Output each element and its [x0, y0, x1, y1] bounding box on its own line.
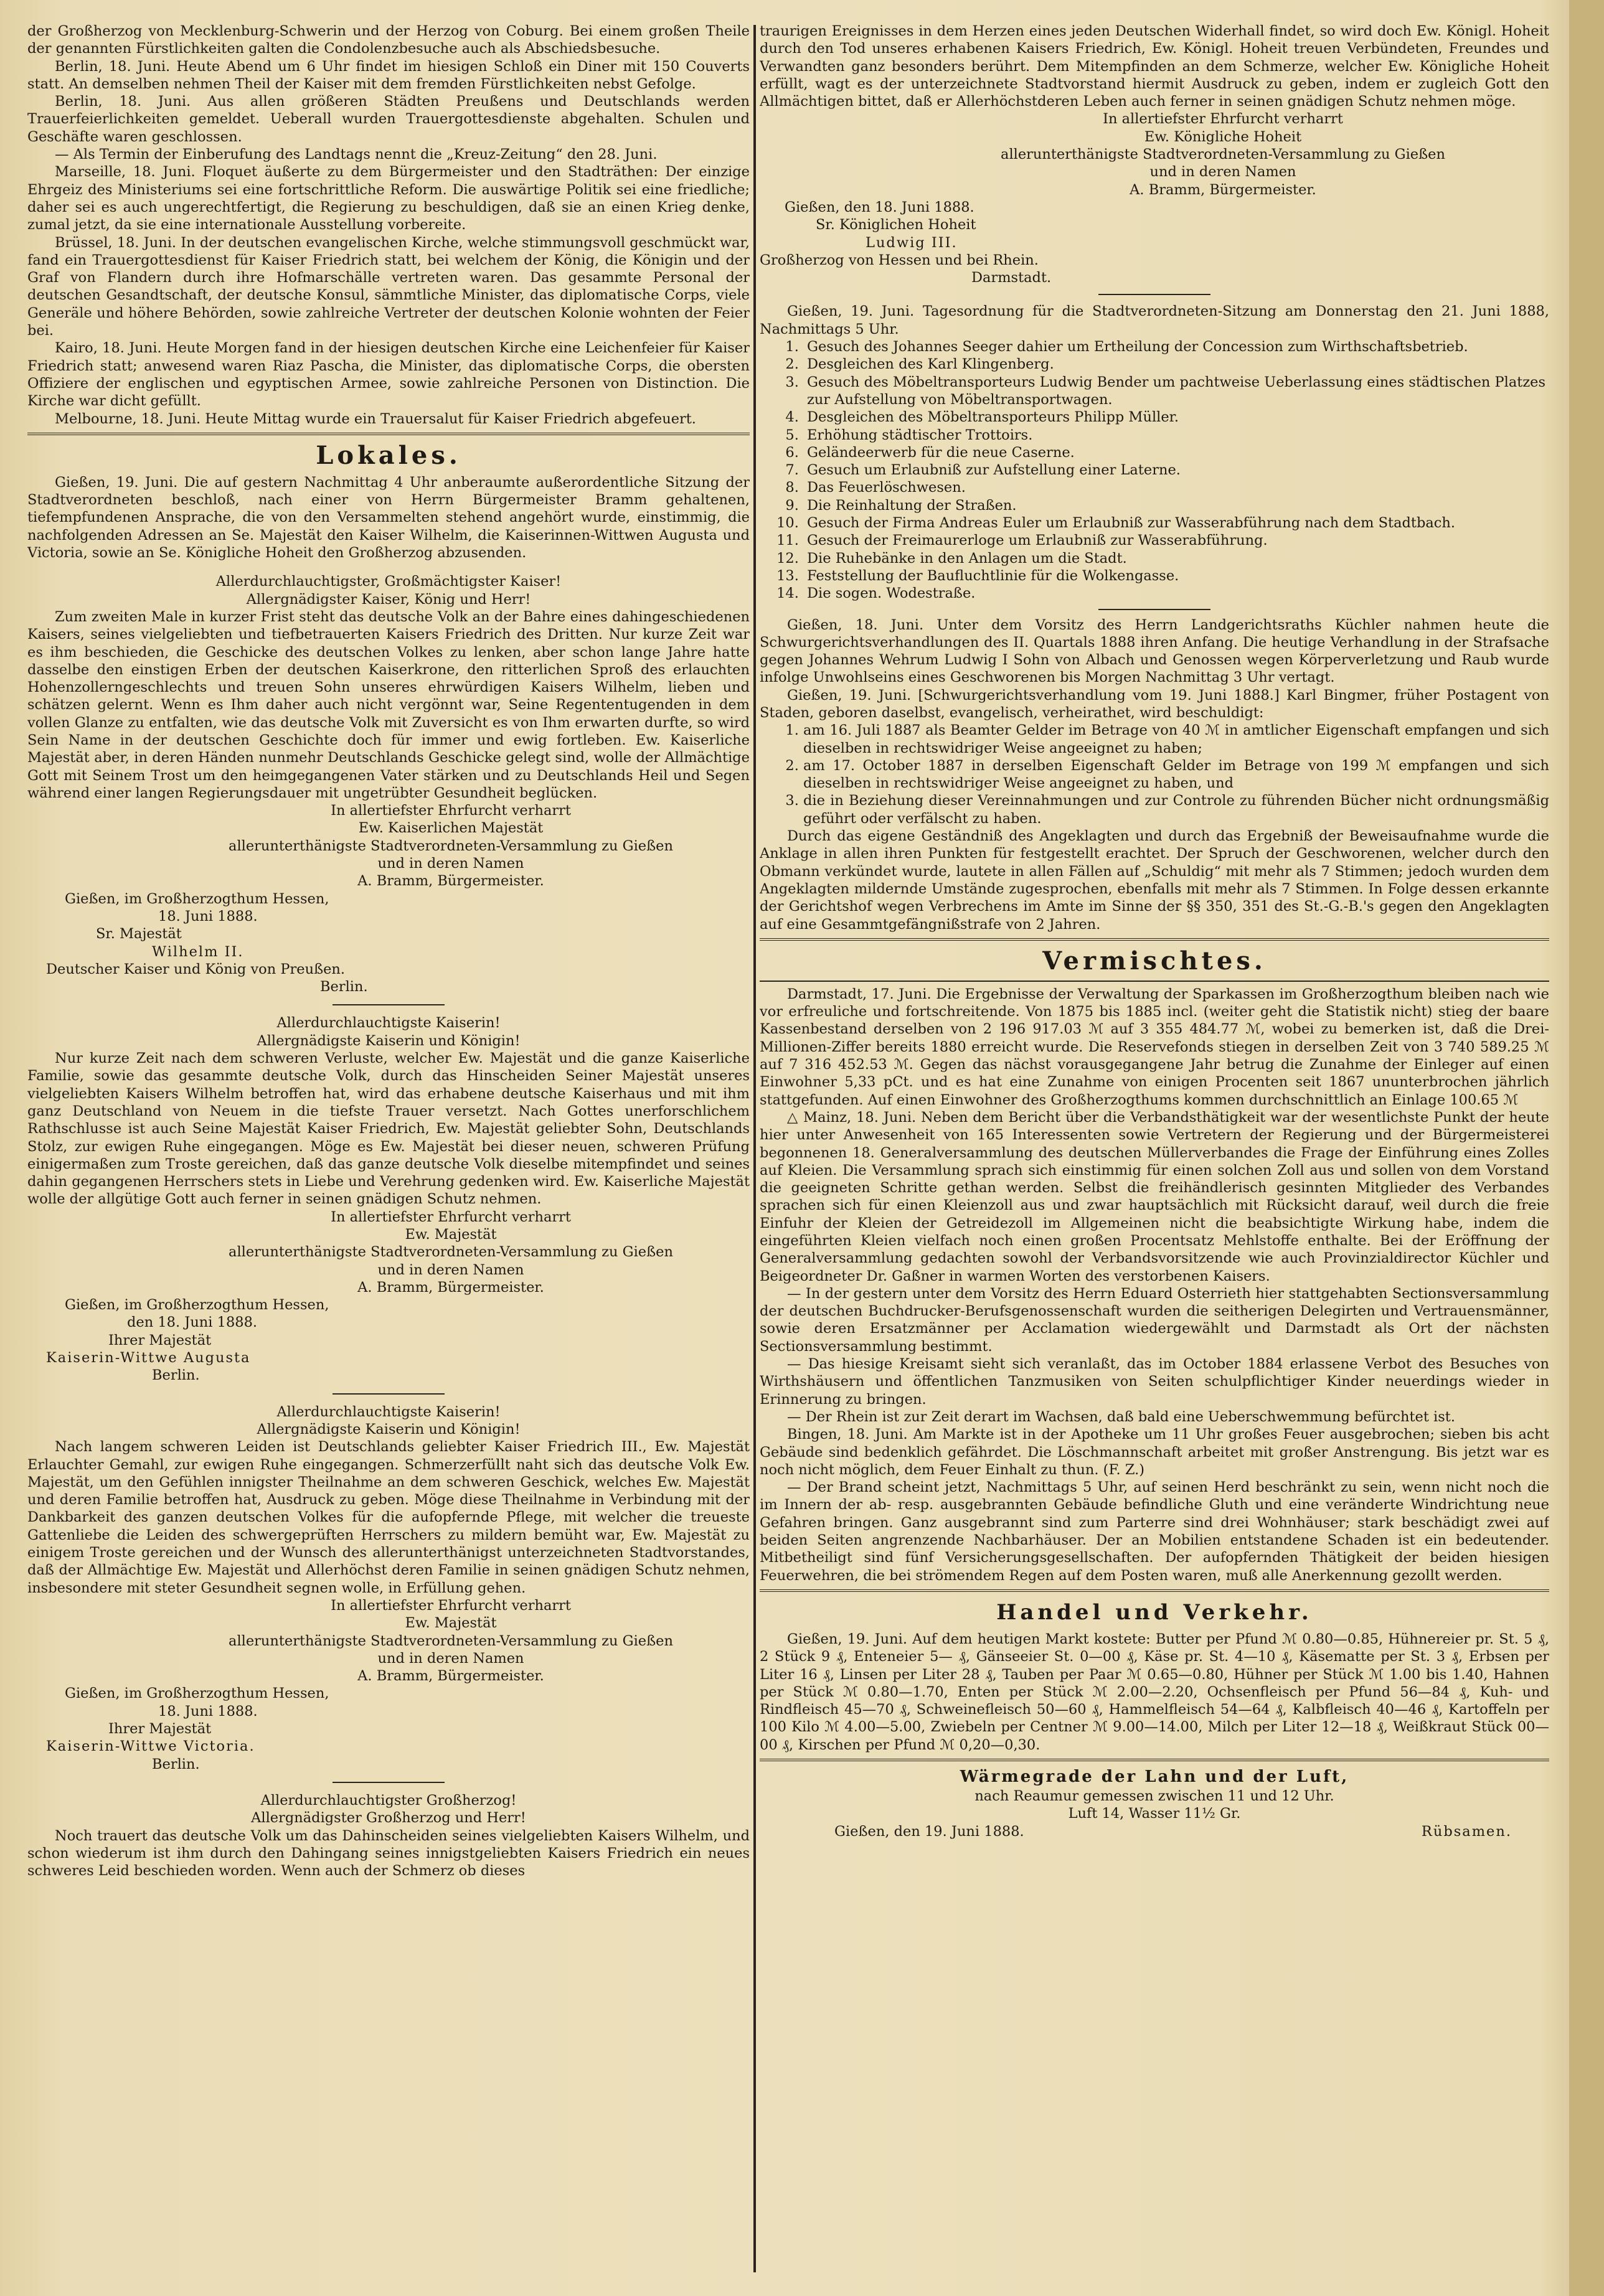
court-report-1: Gießen, 18. Juni. Unter dem Vorsitz des Herrn Landgerichtsraths Küchler nahmen heute die Schwurgerichtsverhandlungen des II. Quartals 1888 ihren Anfang. Die heutige Verhandlung in der Strafsache gegen Johannes Wehrum Ludwig I Sohn von Albach und Genossen wegen Körperverletzung und Raub wurde infolge Unwohlseins eines Geschworenen bis Morgen Nachmittag 3 Uhr vertagt.	[760, 616, 1549, 686]
agenda-item: 12. Die Ruhebänke in den Anlagen um die Stadt.	[803, 550, 1549, 567]
agenda-item: 10. Gesuch der Firma Andreas Euler um Erlaubniß zur Wasserabführung nach dem Stadtbach.	[803, 514, 1549, 532]
address4-salutation-1: Allerdurchlauchtigster Großherzog!	[260, 1792, 517, 1809]
agenda-item: 9. Die Reinhaltung der Straßen.	[803, 497, 1549, 514]
separator	[333, 1004, 445, 1005]
section-heading-lokales: Lokales.	[316, 440, 461, 470]
address3-addressee-3: Berlin.	[152, 1756, 200, 1772]
section-heading-handel: Handel und Verkehr.	[996, 1599, 1313, 1625]
agenda-item: 3. Gesuch des Möbeltransporteurs Ludwig Bender um pachtweise Ueberlassung eines städtischen Platzes zur Aufstellung von Möbeltransportwagen.	[803, 374, 1549, 409]
news-item-bruessel: Brüssel, 18. Juni. In der deutschen evangelischen Kirche, welche stimmungsvoll geschmückt war, fand ein Trauergottesdienst für Kaiser Friedrich statt, bei welchem der König, die Königin und der Graf von Flandern durch ihre Hofmarschälle vertreten waren. Das gesammte Personal der deutschen Gesandtschaft, der deutsche Konsul, sämmtliche Minister, das diplomatische Corps, viele Generäle und höhere Behörden, sowie zahlreiche Vertreter der deutschen Kolonie wohnten der Feier bei.	[27, 234, 750, 339]
address1-salutation-2: Allergnädigster Kaiser, König und Herr!	[246, 591, 531, 608]
news-item-berlin-1: Berlin, 18. Juni. Heute Abend um 6 Uhr findet im hiesigen Schloß ein Diner mit 150 Couverts statt. An demselben nehmen Theil der Kaiser mit dem fremden Fürstlichkeiten nebst Gefolge.	[27, 58, 750, 92]
address2-date: den 18. Juni 1888.	[127, 1314, 258, 1331]
address4-closing-4: und in deren Namen	[1149, 164, 1296, 181]
news-item-kairo: Kairo, 18. Juni. Heute Morgen fand in der hiesigen deutschen Kirche eine Leichenfeier für Kaiser Friedrich statt; anwesend waren Riaz Pascha, die Minister, das diplomatische Corps, die obersten Offiziere der englischen und egyptischen Armee, sowie zahlreiche Personen von Distinction. Die Kirche war dicht gefüllt.	[27, 340, 750, 410]
address3-date: 18. Juni 1888.	[158, 1703, 258, 1720]
address4-closing-3: allerunterthänigste Stadtverordneten-Versammlung zu Gießen	[1001, 146, 1445, 163]
court-report-2-verdict: Durch das eigene Geständniß des Angeklagten und durch das Ergebniß der Beweisaufnahme wurde die Anklage in allen ihren Punkten für festgestellt erachtet. Der Spruch der Geschworenen, welcher durch den Obmann verkündet wurde, lautete in allen Fällen auf „Schuldig“ mit mehr als 7 Stimmen; jedoch wurden dem Angeklagten mildernde Umstände zugesprochen, ebenfalls mit mehr als 7 Stimmen. In Folge dessen erkannte der Gerichtshof wegen Verbrechens im Amte im Sinne der §§ 350, 351 des St.-G.-B.'s gegen den Angeklagten auf eine Gesammtgefängnißstrafe von 2 Jahren.	[760, 828, 1549, 933]
address1-addressee-4: Berlin.	[320, 979, 368, 995]
news-item-landtag: — Als Termin der Einberufung des Landtags nennt die „Kreuz-Zeitung“ den 28. Juni.	[55, 146, 658, 163]
address4-closing-2: Ew. Königliche Hoheit	[1144, 128, 1302, 145]
right-column	[760, 22, 1549, 2276]
lokales-intro: Gießen, 19. Juni. Die auf gestern Nachmittag 4 Uhr anberaumte außerordentliche Sitzung der Stadtverordneten beschloß, nach einer von Herrn Bürgermeister Bramm gehaltenen, tiefempfundenen Ansprache, die von den Versammelten stehend angehört wurde, einstimmig, die nachfolgenden Adressen an Se. Majestät den Kaiser Wilhelm, die Kaiserinnen-Wittwen Augusta und Victoria, sowie an Se. Königliche Hoheit den Großherzog abzusenden.	[27, 474, 750, 562]
address1-body: Zum zweiten Male in kurzer Frist steht das deutsche Volk an der Bahre eines dahingeschiedenen Kaisers, seines vielgeliebten und tiefbetrauerten Kaisers Friedrich des Dritten. Nur kurze Zeit war es ihm beschieden, die Geschicke des deutschen Volkes zu lenken, aber schon lange Jahre hatte dasselbe den einstigen Erben der deutschen Kaiserkrone, den ritterlichen Sproß des erlauchten Hohenzollerngeschlechts und treuen Sohn unseres ehrwürdigen Kaisers Wilhelm, lieben und schätzen gelernt. Wenn es Ihm daher auch nicht vergönnt war, Seine Regententugenden in dem vollen Glanze zu entfalten, wie das deutsche Volk mit Zuversicht es von Ihm erwarten durfte, so wird Sein Name in der deutschen Geschichte doch für immer und ewig fortleben. Ew. Kaiserliche Majestät aber, in deren Händen nunmehr Deutschlands Geschicke gelegt sind, wolle der Allmächtige Gott mit Seinem Trost um den heimgegangenen Vater stärken und zu Deutschlands Heil und Segen während einer langen Regierungsdauer mit ungetrübter Gesundheit beglücken.	[27, 608, 750, 801]
address4-addressee-3: Großherzog von Hessen und bei Rhein.	[760, 252, 1039, 268]
separator	[333, 1782, 445, 1783]
verm-item-brand: — Der Brand scheint jetzt, Nachmittags 5 Uhr, auf seinen Herd beschränkt zu sein, wenn nicht noch die im Innern der ab- resp. ausgebrannten Gebäude befindliche Gluth und eine veränderte Windrichtung neue Gefahren bringen. Ganz ausgebrannt sind zum Parterre sind drei Wohnhäuser; stark beschädigt zwei auf beiden Seiten angrenzende Nachbarhäuser. Der an Mobilien entstandene Schaden ist ein bedeutender. Mitbetheiligt sind fünf Versicherungsgesellschaften. Der aufopfernden Thätigkeit der beiden hiesigen Feuerwehren, die bei strömendem Regen auf dem Posten waren, muß alle Anerkennung gezollt werden.	[760, 1479, 1549, 1584]
address2-closing-1: In allertiefster Ehrfurcht verharrt	[331, 1208, 571, 1225]
agenda-item: 13. Feststellung der Baufluchtlinie für die Wolkengasse.	[803, 567, 1549, 585]
address2-addressee-2: Kaiserin-Wittwe Augusta	[46, 1350, 251, 1367]
agenda-intro: Gießen, 19. Juni. Tagesordnung für die Stadtverordneten-Sitzung am Donnerstag den 21. Juni 1888, Nachmittags 5 Uhr.	[760, 303, 1549, 337]
address1-addressee-3: Deutscher Kaiser und König von Preußen.	[46, 961, 346, 977]
separator	[1098, 609, 1210, 610]
section-rule	[760, 938, 1549, 941]
address2-addressee-1: Ihrer Majestät	[108, 1332, 212, 1348]
left-column	[27, 22, 750, 2276]
section-heading-vermischtes: Vermischtes.	[1042, 946, 1267, 976]
address3-place: Gießen, im Großherzogthum Hessen,	[65, 1685, 329, 1702]
address1-closing-3: allerunterthänigste Stadtverordneten-Versammlung zu Gießen	[229, 837, 673, 854]
address4-salutation-2: Allergnädigster Großherzog und Herr!	[251, 1810, 526, 1827]
separator	[333, 1393, 445, 1395]
news-item-berlin-2: Berlin, 18. Juni. Aus allen größeren Städten Preußens und Deutschlands werden Trauerfeierlichkeiten gemeldet. Ueberall wurden Trauergottesdienste abgehalten. Schulen und Geschäfte waren geschlossen.	[27, 93, 750, 145]
address2-body: Nur kurze Zeit nach dem schweren Verluste, welcher Ew. Majestät und die ganze Kaiserliche Familie, sowie das gesammte deutsche Volk, durch das Hinscheiden Seiner Majestät unseres vielgeliebten Kaisers Wilhelm betroffen hat, wird das erhabene deutsche Kaiserhaus und mit ihm ganz Deutschland von Neuem in die tiefste Trauer versetzt. Nach Gottes unerforschlichem Rathschlusse ist auch Seine Majestät Kaiser Friedrich, Ew. Majestät geliebter Sohn, Deutschlands Stolz, zur ewigen Ruhe eingegangen. Möge es Ew. Majestät bei dieser neuen, schweren Prüfung einigermaßen zum Troste gereichen, daß das ganze deutsche Volk dieselbe mitempfindet und seines dahin gegangenen Herrschers stets in Liebe und Verehrung gedenken wird. Ew. Kaiserliche Majestät wolle der allgütige Gott auch ferner in seinen gnädigen Schutz nehmen.	[27, 1050, 750, 1208]
agenda-item: 2. Desgleichen des Karl Klingenberg.	[803, 355, 1549, 373]
address4-addressee-4: Darmstadt.	[971, 270, 1052, 286]
court-report-2-intro: Gießen, 19. Juni. [Schwurgerichtsverhandlung vom 19. Juni 1888.] Karl Bingmer, früher Postagent von Staden, geboren daselbst, evangelisch, verheirathet, wird beschuldigt:	[760, 687, 1549, 721]
market-prices: Gießen, 19. Juni. Auf dem heutigen Markt kostete: Butter per Pfund ℳ 0.80—0.85, Hühnereier pr. St. 5 ₰, 2 Stück 9 ₰, Enteneier 5— ₰, Gänseeier St. 0—00 ₰, Käse pr. St. 4—10 ₰, Käsematte per St. 3 ₰, Erbsen per Liter 16 ₰, Linsen per Liter 28 ₰, Tauben per Paar ℳ 0.65—0.80, Hühner per Stück ℳ 1.00 bis 1.40, Hahnen per Stück ℳ 0.80—1.70, Enten per Stück ℳ 2.00—2.20, Ochsenfleisch per Pfund 56—84 ₰, Kuh- und Rindfleisch 45—70 ₰, Schweinefleisch 50—60 ₰, Hammelfleisch 54—64 ₰, Kalbfleisch 40—46 ₰, Kartoffeln per 100 Kilo ℳ 4.00—5.00, Zwiebeln per Centner ℳ 9.00—14.00, Milch per Liter 12—18 ₰, Weißkraut Stück 00—00 ₰, Kirschen per Pfund ℳ 0,20—0,30.	[760, 1630, 1549, 1753]
news-item-melbourne: Melbourne, 18. Juni. Heute Mittag wurde ein Trauersalut für Kaiser Friedrich abgefeuert.	[55, 410, 696, 427]
temperature-values: Luft 14, Wasser 11½ Gr.	[1068, 1805, 1241, 1822]
charge-item: 3. die in Beziehung dieser Vereinnahmungen und zur Controle zu führenden Bücher nicht ordnungsmäßig geführt oder verfälscht zu haben.	[803, 792, 1549, 827]
address2-closing-3: allerunterthänigste Stadtverordneten-Versammlung zu Gießen	[229, 1244, 673, 1261]
address1-closing-2: Ew. Kaiserlichen Majestät	[358, 820, 544, 837]
address2-salutation-1: Allerdurchlauchtigste Kaiserin!	[276, 1015, 501, 1032]
address3-closing-3: allerunterthänigste Stadtverordneten-Versammlung zu Gießen	[229, 1632, 673, 1649]
agenda-item: 7. Gesuch um Erlaubniß zur Aufstellung einer Laterne.	[803, 461, 1549, 479]
agenda-item: 6. Geländeerwerb für die neue Caserne.	[803, 444, 1549, 461]
temperature-place-date: Gießen, den 19. Juni 1888.	[834, 1823, 1024, 1840]
charges-list	[760, 722, 1549, 827]
address2-closing-5: A. Bramm, Bürgermeister.	[357, 1279, 544, 1296]
address4-addressee-2: Ludwig III.	[866, 234, 958, 251]
address2-addressee-3: Berlin.	[152, 1367, 200, 1384]
news-item-marseille: Marseille, 18. Juni. Floquet äußerte zu dem Bürgermeister und den Stadträthen: Der einzige Ehrgeiz des Ministeriums sei eine fortschrittliche Reform. Die auswärtige Politik sei eine friedliche; daher sei es auch ungerechtfertigt, die Regierung zu beschuldigen, daß sie an einen Krieg denke, zumal jetzt, da sie eine internationale Ausstellung vorbereite.	[27, 164, 750, 233]
address3-salutation-1: Allerdurchlauchtigste Kaiserin!	[276, 1403, 501, 1420]
charge-item: 1. am 16. Juli 1887 als Beamter Gelder im Betrage von 40 ℳ in amtlicher Eigenschaft empfangen und sich dieselben in rechtswidriger Weise angeeignet zu haben;	[803, 722, 1549, 757]
address3-closing-4: und in deren Namen	[377, 1650, 524, 1667]
column-divider	[753, 25, 756, 2272]
temperature-subheading: nach Reaumur gemessen zwischen 11 und 12 Uhr.	[974, 1788, 1334, 1805]
address4-body-continued: traurigen Ereignisses in dem Herzen eines jeden Deutschen Widerhall findet, so wird doch Ew. Königl. Hoheit durch den Tod unseres erhabenen Kaisers Friedrich, Ew. Königl. Hoheit treuen Verbündeten, Freundes und Verwandten ganz besonders berührt. Dem Mitempfinden an dem Schmerze, welcher Ew. Königliche Hoheit erfüllt, wagt es der unterzeichnete Stadtvorstand hiermit Ausdruck zu geben, indem er zugleich Gott den Allmächtigen bittet, daß er Allerhöchstderen Leben auch ferner in seinen gnädigen Schutz nehmen möge.	[760, 23, 1549, 110]
address4-date: Gießen, den 18. Juni 1888.	[785, 199, 974, 215]
temperature-observer: Rübsamen.	[1421, 1823, 1512, 1840]
address1-closing-1: In allertiefster Ehrfurcht verharrt	[331, 802, 571, 819]
temperature-heading: Wärmegrade der Lahn und der Luft,	[960, 1767, 1349, 1787]
agenda-list	[760, 338, 1549, 602]
agenda-item: 4. Desgleichen des Möbeltransporteurs Philipp Müller.	[803, 408, 1549, 426]
section-rule	[760, 1589, 1549, 1592]
address3-closing-2: Ew. Majestät	[405, 1615, 497, 1632]
address3-body: Nach langem schweren Leiden ist Deutschlands geliebter Kaiser Friedrich III., Ew. Majestät Erlauchter Gemahl, zur ewigen Ruhe eingegangen. Schmerzerfüllt naht sich das deutsche Volk Ew. Majestät, um den Gefühlen innigster Theilnahme an dem schweren Geschick, welches Ew. Majestät und deren Familie betroffen hat, Ausdruck zu geben. Möge diese Theilnahme in Verbindung mit der Dankbarkeit des ganzen deutschen Volkes für die aufopfernde Pflege, mit welcher die treueste Gattenliebe die Leiden des schwergeprüften Herrschers zu mildern bemüht war, Ew. Majestät zu einigem Troste gereichen und der Wunsch des allerunterthänigst unterzeichneten Stadtvorstandes, daß der Allmächtige Ew. Majestät und Allerhöchst deren Familie in seinen gnädigen Schutz nehmen, insbesondere mit steter Gesundheit segnen wolle, in Erfüllung gehen.	[27, 1439, 750, 1596]
address1-closing-4: und in deren Namen	[377, 855, 524, 872]
verm-item-darmstadt: Darmstadt, 17. Juni. Die Ergebnisse der Verwaltung der Sparkassen im Großherzogthum bleiben nach wie vor erfreuliche und fortschreitende. Von 1875 bis 1885 incl. (weiter geht die Statistik nicht) stieg der baare Kassenbestand derselben von 2 196 917.03 ℳ auf 3 355 484.77 ℳ, wobei zu bemerken ist, daß die Drei-Millionen-Ziffer bereits 1880 erreicht wurde. Die Reservefonds stiegen in derselben Zeit von 3 740 589.25 ℳ auf 7 316 452.53 ℳ. Gegen das nächst vorausgegangene Jahr betrug die Zunahme der Einleger auf einen Einwohner 5,33 pCt. und es hat eine Zunahme von einigen Procenten seit 1867 ununterbrochen jährlich stattgefunden. Auf einen Einwohner des Großherzogthums kommen durchschnittlich an Einlage 100.65 ℳ	[760, 986, 1549, 1108]
news-continuation: der Großherzog von Mecklenburg-Schwerin und der Herzog von Coburg. Bei einem großen Theile der genannten Fürstlichkeiten galten die Condolenzbesuche auch als Abschiedsbesuche.	[27, 23, 750, 57]
address3-closing-1: In allertiefster Ehrfurcht verharrt	[331, 1597, 571, 1614]
address4-closing-5: A. Bramm, Bürgermeister.	[1130, 181, 1316, 198]
verm-item-mainz: △ Mainz, 18. Juni. Neben dem Bericht über die Verbandsthätigkeit war der wesentlichste Punkt der heute hier unter Anwesenheit von 165 Interessenten sowie Vertretern der Regierung und der Bürgermeisterei begonnenen 18. Generalversammlung des deutschen Müllerverbandes die Frage der Einführung eines Zolles auf Kleien. Die Versammlung sprach sich einstimmig für einen solchen Zoll aus und sollen von dem Vorstand die geeigneten Schritte gethan werden. Selbst die freihändlerisch gesinnten Mitglieder des Verbandes sprachen sich für einen Kleienzoll aus und zwar hauptsächlich mit Rücksicht darauf, weil durch die freie Einfuhr der Kleien der Getreidezoll im Allgemeinen nicht die beabsichtigte Wirkung habe, indem die eingeführten Kleien vielfach noch einen großen Procentsatz Mehlstoffe enthalte. Bei der Eröffnung der Generalversammlung gedachten sowohl der Verbandsvorsitzende wie auch Provinzialdirector Küchler und Beigeordneter Dr. Gaßner in warmen Worten des verstorbenen Kaisers.	[760, 1109, 1549, 1284]
address1-addressee-1: Sr. Majestät	[96, 926, 182, 943]
verm-item-section: — In der gestern unter dem Vorsitz des Herrn Eduard Osterrieth hier stattgehabten Sectionsversammlung der deutschen Buchdrucker-Berufsgenossenschaft wurden die seitherigen Delegirten und Vertrauensmänner, sowie deren Ersatzmänner per Acclamation wiedergewählt und Darmstadt als Ort der nächsten Sectionsversammlung bestimmt.	[760, 1285, 1549, 1355]
address1-date: 18. Juni 1888.	[158, 908, 258, 925]
address1-addressee-2: Wilhelm II.	[152, 943, 244, 960]
agenda-item: 14. Die sogen. Wodestraße.	[803, 585, 1549, 602]
address4-body: Noch trauert das deutsche Volk um das Dahinscheiden seines vielgeliebten Kaisers Wilhelm, und schon wiederum ist ihm durch den Dahingang seines innigstgeliebten Kaisers Friedrich ein neues schweres Leid beschieden worden. Wenn auch der Schmerz ob dieses	[27, 1827, 750, 1880]
address2-closing-4: und in deren Namen	[377, 1261, 524, 1278]
agenda-item: 5. Erhöhung städtischer Trottoirs.	[803, 426, 1549, 444]
address3-addressee-2: Kaiserin-Wittwe Victoria.	[46, 1738, 255, 1755]
page-edge-shadow	[1569, 0, 1604, 2296]
address1-closing-5: A. Bramm, Bürgermeister.	[357, 873, 544, 890]
verm-item-bingen: Bingen, 18. Juni. Am Markte ist in der Apotheke um 11 Uhr großes Feuer ausgebrochen; sieben bis acht Gebäude sind bedenklich gefährdet. Die Löschmannschaft arbeitet mit großer Anstrengung. Bis jetzt war es noch nicht möglich, dem Feuer Einhalt zu thun. (F. Z.)	[760, 1426, 1549, 1478]
charge-item: 2. am 17. October 1887 in derselben Eigenschaft Gelder im Betrage von 199 ℳ empfangen und sich dieselben in rechtswidriger Weise angeeignet zu haben, und	[803, 757, 1549, 793]
agenda-item: 11. Gesuch der Freimaurerloge um Erlaubniß zur Wasserabführung.	[803, 532, 1549, 549]
verm-item-kreisamt: — Das hiesige Kreisamt sieht sich veranlaßt, das im October 1884 erlassene Verbot des Besuches von Wirthshäusern und öffentlichen Tanzmusiken von Seiten schulpflichtiger Kinder neuerdings wieder in Erinnerung zu bringen.	[760, 1356, 1549, 1408]
section-rule	[27, 433, 750, 435]
address3-salutation-2: Allergnädigste Kaiserin und Königin!	[257, 1421, 521, 1437]
address3-closing-5: A. Bramm, Bürgermeister.	[357, 1668, 544, 1685]
address2-salutation-2: Allergnädigste Kaiserin und Königin!	[257, 1032, 521, 1049]
agenda-item: 8. Das Feuerlöschwesen.	[803, 479, 1549, 496]
address1-place: Gießen, im Großherzogthum Hessen,	[65, 890, 329, 907]
section-rule	[760, 981, 1549, 982]
address2-closing-2: Ew. Majestät	[405, 1226, 497, 1243]
address3-addressee-1: Ihrer Majestät	[108, 1721, 212, 1738]
address4-closing-1: In allertiefster Ehrfurcht verharrt	[1103, 111, 1343, 128]
section-rule	[760, 1759, 1549, 1761]
address2-place: Gießen, im Großherzogthum Hessen,	[65, 1297, 329, 1314]
address1-salutation-1: Allerdurchlauchtigster, Großmächtigster Kaiser!	[215, 573, 562, 590]
agenda-item: 1. Gesuch des Johannes Seeger dahier um Ertheilung der Concession zum Wirthschaftsbetrieb.	[803, 338, 1549, 355]
separator	[1098, 294, 1210, 295]
address4-addressee-1: Sr. Königlichen Hoheit	[816, 217, 976, 233]
verm-item-rhein: — Der Rhein ist zur Zeit derart im Wachsen, daß bald eine Ueberschwemmung befürchtet ist.	[787, 1408, 1455, 1425]
